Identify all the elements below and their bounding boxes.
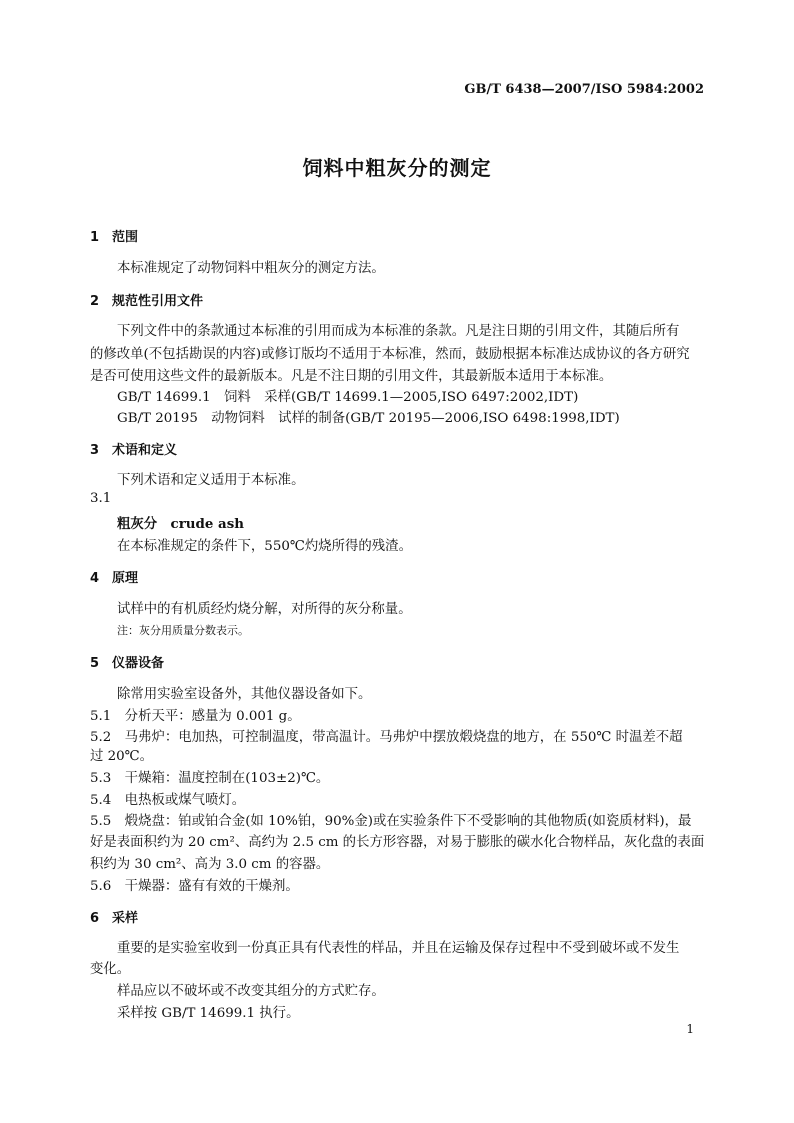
- section-number: 3: [90, 443, 100, 458]
- section-number: 6: [90, 911, 100, 926]
- section-title: 术语和定义: [112, 443, 178, 458]
- list-item-continuation: 积约为 30 cm²、高为 3.0 cm 的容器。: [90, 857, 330, 872]
- section-title: 采样: [112, 911, 139, 926]
- list-item: 5.4 电热板或煤气喷灯。: [90, 793, 246, 808]
- section-heading-terms: [90, 439, 177, 458]
- section-title: 规范性引用文件: [112, 294, 204, 309]
- section-title: 仪器设备: [112, 656, 165, 671]
- section-number: 1: [90, 230, 100, 245]
- subsection-number: 3.1: [90, 491, 112, 506]
- list-item: 5.3 干燥箱：温度控制在(103±2)℃。: [90, 771, 330, 786]
- list-item: 5.2 马弗炉：电加热，可控制温度，带高温计。马弗炉中摆放煅烧盘的地方，在 550℃ 时温差不超: [90, 730, 683, 745]
- section-title: 范围: [112, 230, 139, 245]
- reference-item: GB/T 14699.1 饲料 采样(GB/T 14699.1—2005,ISO 6497:2002,IDT): [117, 390, 579, 405]
- section-heading-apparatus: [90, 652, 164, 671]
- list-item: 5.5 煅烧盘：铂或铂合金(如 10%铂，90%金)或在实验条件下不受影响的其他物质(如瓷质材料)，最: [90, 814, 692, 829]
- section-heading-normative-references: [90, 290, 203, 309]
- paragraph: 本标准规定了动物饲料中粗灰分的测定方法。: [117, 261, 385, 276]
- term-name: 粗灰分 crude ash: [117, 516, 245, 532]
- paragraph-line: 重要的是实验室收到一份真正具有代表性的样品，并且在运输及保存过程中不受到破坏或不发生: [117, 941, 680, 956]
- paragraph-line: 变化。: [90, 962, 131, 977]
- paragraph: 下列术语和定义适用于本标准。: [117, 473, 305, 488]
- term-definition: 在本标准规定的条件下，550℃灼烧所得的残渣。: [117, 539, 412, 554]
- section-title: 原理: [112, 571, 139, 586]
- section-number: 2: [90, 294, 100, 309]
- document-title: 饲料中粗灰分的测定: [302, 156, 492, 180]
- section-number: 5: [90, 656, 100, 671]
- section-heading-sampling: [90, 907, 138, 926]
- reference-item: GB/T 20195 动物饲料 试样的制备(GB/T 20195—2006,ISO 6498:1998,IDT): [117, 411, 620, 426]
- section-heading-scope: [90, 226, 138, 245]
- page-number: 1: [686, 1022, 694, 1036]
- standard-number: GB/T 6438—2007/ISO 5984:2002: [464, 82, 704, 97]
- paragraph: 除常用实验室设备外，其他仪器设备如下。: [117, 687, 372, 702]
- paragraph-line: 下列文件中的条款通过本标准的引用而成为本标准的条款。凡是注日期的引用文件，其随后所有: [117, 324, 680, 339]
- list-item: 5.1 分析天平：感量为 0.001 g。: [90, 709, 301, 724]
- paragraph: 试样中的有机质经灼烧分解，对所得的灰分称量。: [117, 602, 412, 617]
- list-item-continuation: 好是表面积约为 20 cm²、高约为 2.5 cm 的长方形容器，对易于膨胀的碳水化合物样品，灰化盘的表面: [90, 835, 705, 850]
- paragraph: 采样按 GB/T 14699.1 执行。: [117, 1006, 300, 1021]
- section-number: 4: [90, 571, 100, 586]
- paragraph-line: 的修改单(不包括勘误的内容)或修订版均不适用于本标准，然而，鼓励根据本标准达成协议的各方研究: [90, 347, 690, 362]
- list-item-continuation: 过 20℃。: [90, 749, 154, 764]
- paragraph: 样品应以不破坏或不改变其组分的方式贮存。: [117, 984, 385, 999]
- paragraph-line: 是否可使用这些文件的最新版本。凡是不注日期的引用文件，其最新版本适用于本标准。: [90, 369, 613, 384]
- section-heading-principle: [90, 567, 138, 586]
- list-item: 5.6 干燥器：盛有有效的干燥剂。: [90, 879, 299, 894]
- note: 注：灰分用质量分数表示。: [117, 624, 249, 637]
